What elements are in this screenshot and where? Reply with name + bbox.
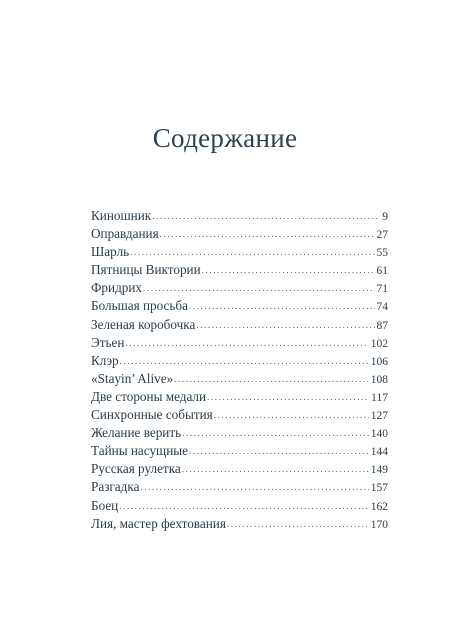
dot-leader: [196, 316, 374, 334]
toc-chapter-title: Киношник: [91, 208, 152, 223]
toc-entry: [91, 207, 388, 225]
dot-leader: [160, 225, 375, 243]
toc-page-number: 9: [382, 211, 388, 223]
toc-entry: [91, 442, 388, 460]
toc-page-number: 162: [370, 500, 388, 513]
dot-leader: [174, 370, 369, 388]
toc-page-number: 140: [370, 428, 388, 441]
toc-page-number: 102: [370, 337, 388, 350]
dot-leader: [182, 424, 369, 442]
toc-entry: [91, 478, 388, 496]
toc-chapter-title: Пятницы Виктории: [91, 262, 201, 278]
toc-entry: [91, 225, 388, 243]
toc-entry: [91, 388, 388, 406]
toc-entry: [91, 334, 388, 352]
toc-entry: [91, 497, 388, 515]
toc-page-number: 157: [370, 482, 388, 495]
toc-entry: [91, 316, 388, 334]
toc-chapter-title: Лия, мастер фехтования: [91, 515, 226, 531]
toc-entry: [91, 243, 388, 261]
toc-list: [91, 207, 388, 533]
dot-leader: [182, 460, 369, 478]
toc-page-number: 71: [376, 283, 388, 296]
toc-chapter-title: Этьен: [91, 334, 125, 350]
toc-page-number: 117: [371, 391, 388, 404]
dot-leader: [189, 297, 375, 315]
dot-leader: [130, 243, 374, 261]
toc-chapter-title: Две стороны медали: [91, 388, 207, 404]
toc-entry: [91, 424, 388, 442]
toc-page-number: 108: [370, 373, 388, 386]
toc-page-number: 87: [376, 319, 388, 332]
dot-leader: [125, 334, 368, 352]
toc-chapter-title: Разгадка: [91, 479, 140, 495]
toc-chapter-title: Шарль: [91, 244, 130, 260]
toc-page-number: 106: [370, 355, 388, 368]
toc-chapter-title: Боец: [91, 497, 119, 513]
toc-chapter-title: Большая просьба: [91, 298, 188, 314]
toc-chapter-title: Зеленая коробочка: [91, 316, 196, 332]
toc-chapter-title: Желание верить: [91, 425, 182, 441]
toc-page-number: 149: [370, 464, 388, 477]
toc-page-number: 144: [370, 446, 388, 459]
toc-chapter-title: Тайны насущные: [91, 443, 188, 459]
toc-entry: [91, 515, 388, 533]
dot-leader: [140, 478, 368, 496]
toc-chapter-title: Фридрих: [91, 280, 143, 296]
toc-chapter-title: «Stayin’ Alive»: [91, 370, 174, 386]
toc-page-number: 170: [370, 518, 388, 531]
toc-page-number: 74: [376, 301, 388, 314]
toc-chapter-title: Синхронные события: [91, 407, 213, 423]
toc-entry: [91, 297, 388, 315]
toc-page-number: 55: [376, 247, 388, 260]
toc-page-number: 27: [376, 229, 388, 242]
dot-leader: [152, 207, 380, 225]
dot-leader: [119, 497, 369, 515]
toc-chapter-title: Оправдания: [91, 226, 159, 242]
toc-entry: [91, 370, 388, 388]
dot-leader: [207, 388, 369, 406]
toc-chapter-title: Клэр: [91, 352, 119, 368]
dot-leader: [214, 406, 369, 424]
toc-entry: [91, 406, 388, 424]
toc-entry: [91, 261, 388, 279]
dot-leader: [120, 352, 369, 370]
toc-title: Содержание: [152, 123, 298, 153]
dot-leader: [227, 515, 369, 533]
toc-entry: [91, 279, 388, 297]
dot-leader: [202, 261, 375, 279]
dot-leader: [143, 279, 374, 297]
dot-leader: [189, 442, 369, 460]
toc-chapter-title: Русская рулетка: [91, 461, 181, 477]
toc-entry: [91, 352, 388, 370]
toc-entry: [91, 460, 388, 478]
toc-page-number: 61: [376, 265, 388, 278]
toc-page-number: 127: [370, 410, 388, 423]
